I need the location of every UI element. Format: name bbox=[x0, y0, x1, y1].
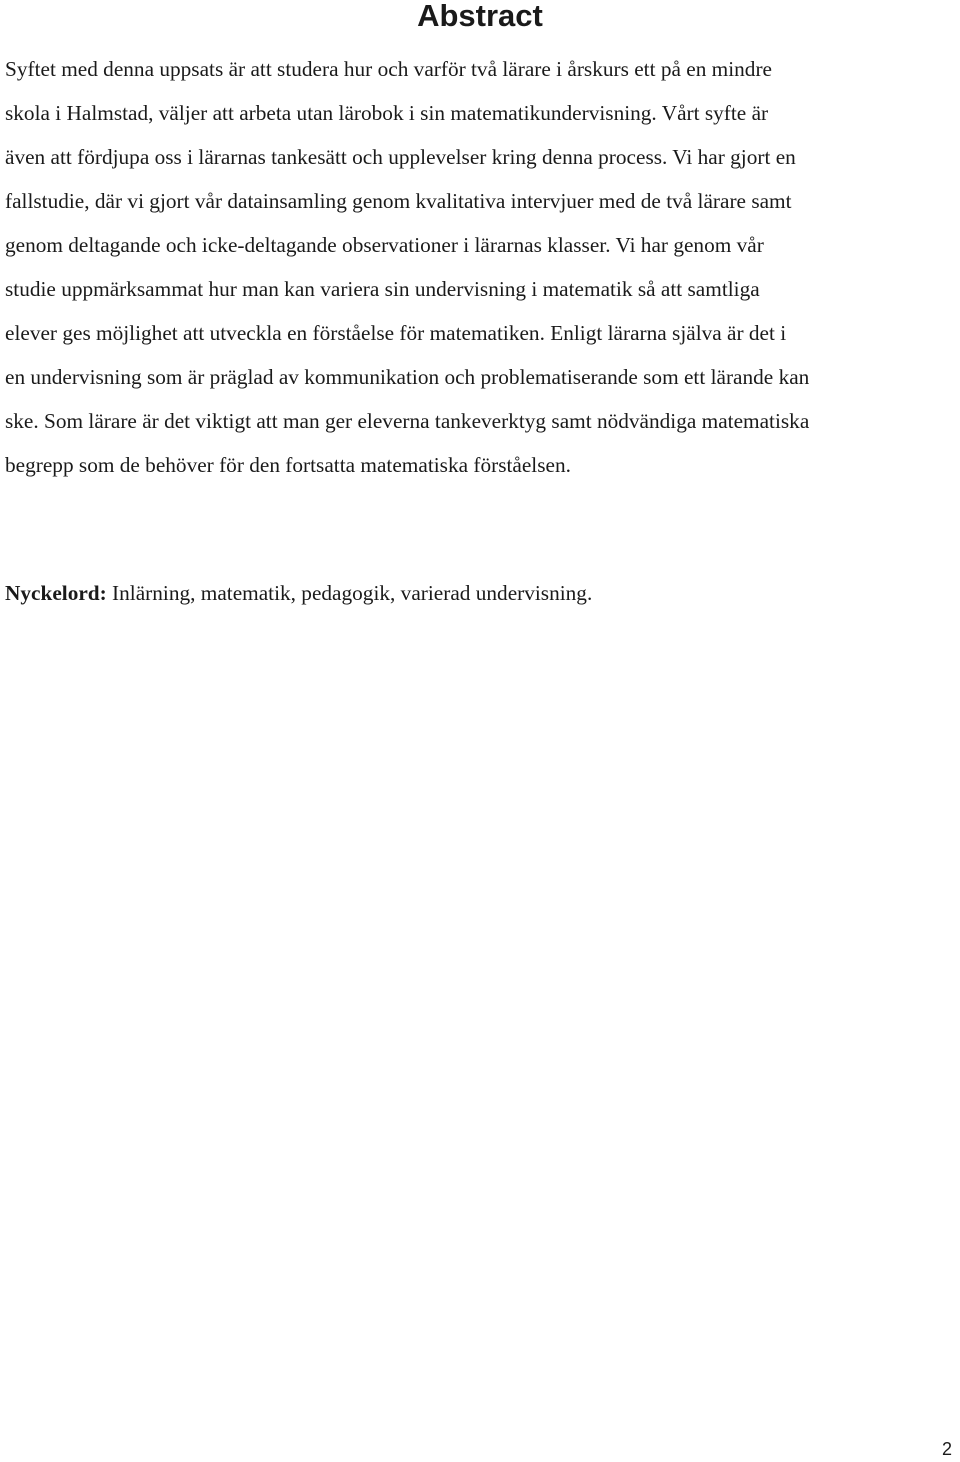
keywords-label: Nyckelord: bbox=[5, 581, 107, 605]
abstract-line: begrepp som de behöver för den fortsatta matematiska förståelsen. bbox=[5, 453, 571, 477]
abstract-line: genom deltagande och icke-deltagande observationer i lärarnas klasser. Vi har genom vår bbox=[5, 233, 764, 257]
abstract-line: en undervisning som är präglad av kommunikation och problematiserande som ett lärande kan bbox=[5, 365, 810, 389]
abstract-line: skola i Halmstad, väljer att arbeta utan lärobok i sin matematikundervisning. Vårt syfte är bbox=[5, 101, 769, 125]
keywords-line bbox=[5, 571, 955, 615]
abstract-line: studie uppmärksammat hur man kan variera sin undervisning i matematik så att samtliga bbox=[5, 277, 760, 301]
abstract-line: elever ges möjlighet att utveckla en förståelse för matematiken. Enligt lärarna själva är det i bbox=[5, 321, 787, 345]
abstract-heading: Abstract bbox=[417, 0, 543, 33]
abstract-line: ske. Som lärare är det viktigt att man ger eleverna tankeverktyg samt nödvändiga matematiska bbox=[5, 409, 810, 433]
page-number: 2 bbox=[941, 1439, 952, 1459]
abstract-line: fallstudie, där vi gjort vår datainsamling genom kvalitativa intervjuer med de två lärare samt bbox=[5, 189, 792, 213]
abstract-paragraph bbox=[5, 47, 960, 487]
keywords-text: Inlärning, matematik, pedagogik, varierad undervisning. bbox=[106, 581, 593, 605]
abstract-line: Syftet med denna uppsats är att studera hur och varför två lärare i årskurs ett på en mindre bbox=[5, 57, 772, 81]
abstract-line: även att fördjupa oss i lärarnas tankesätt och upplevelser kring denna process. Vi har gjort en bbox=[5, 145, 796, 169]
